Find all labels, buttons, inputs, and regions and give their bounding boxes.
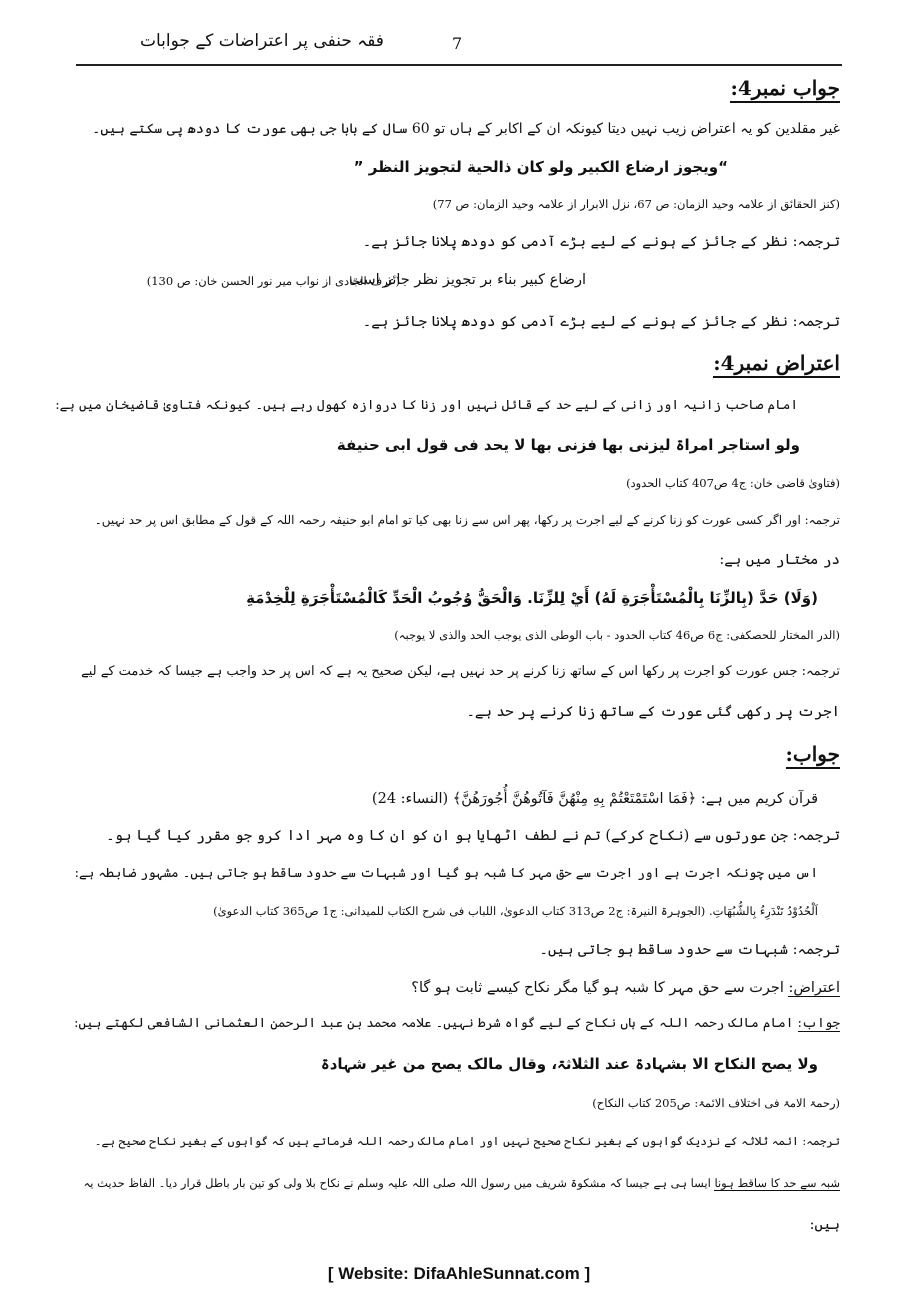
arabic-quote: (وَلَا) حَدَّ (بِالزِّنَا بِالْمُسْتَأْجَرَةِ لَهُ) أَيْ لِلزِّنَا. وَالْحَقُّ وُجُوبُ الْحَدِّ كَالْمُسْتَأْجَرَةِ لِلْخِدْمَةِ [246,589,818,607]
reference: (کنز الحقائق از علامہ وحید الزمان: ص 67، نزل الابرار از علامہ وحید الزمان: ص 77) [432,197,840,211]
heading-objection-4: اعتراض نمبر4: [713,351,840,376]
arabic-quote: “ویجوز ارضاع الکبیر ولو کان ذالحیة لتجویز النظر ” [353,158,728,176]
translation: ترجمہ: جن عورتوں سے (نکاح کرکے) تم نے لطف اٹھایا ہو ان کو ان کا وہ مہر ادا کرو جو مقرر کیا گیا ہو۔ [106,828,840,844]
answer-label: جواب: [797,1016,840,1031]
text-line: در مختار میں ہے: [719,552,840,568]
answer-line: جواب: امام مالک رحمہ اللہ کے ہاں نکاح کے لیے گواہ شرط نہیں۔ علامہ محمد بن عبد الرحمن العثمانی الشافعی لکھتے ہیں: [74,1016,840,1031]
website-footer: [ Website: DifaAhleSunnat.com ] [327,1264,591,1283]
reference: (فتاویٰ قاضی خان: ج4 ص407 کتاب الحدود) [626,476,840,490]
quran-verse: قرآن کریم میں ہے: ﴿فَمَا اسْتَمْتَعْتُمْ بِهِ مِنْهُنَّ فَآتُوهُنَّ أُجُورَهُنَّ﴾ (النساء: 24) [371,791,818,807]
header-divider [76,64,842,66]
reference: (الدر المختار للحصکفی: ج6 ص46 کتاب الحدود - باب الوطی الذی یوجب الحد والذی لا یوجبہ) [394,628,840,642]
translation: اجرت پر رکھی گئی عورت کے ساتھ زنا کرنے پر حد ہے۔ [466,704,840,720]
persian-quote: ارضاع کبیر بناء بر تجویز نظر جائز است [349,272,586,288]
translation: ترجمہ: اور اگر کسی عورت کو زنا کرنے کے لیے اجرت پر رکھا، پھر اس سے زنا بھی کیا تو امام ابو حنیفہ رحمہ اللہ کے قول کے مطابق اس پر حد نہیں۔ [94,513,840,527]
text-line: غیر مقلدین کو یہ اعتراض زیب نہیں دیتا کیونکہ ان کے اکابر کے ہاں تو 60 سال کے بابا جی بھی عورت کا دودھ پی سکتے ہیں۔ [92,121,840,137]
translation: ترجمہ: نظر کے جائز کے ہونے کے لیے بڑے آدمی کو دودھ پلانا جائز ہے۔ [362,314,840,330]
heading-answer-4: جواب نمبر4: [730,76,840,101]
text-line: امام صاحب زانیہ اور زانی کے لیے حد کے قائل نہیں اور زنا کا دروازہ کھول رہے ہیں۔ کیونکہ فتاویٰ قاضیخان میں ہے: [55,398,798,413]
reference: (عرف الجادی از نواب میر نور الحسن خان: ص 130) [146,274,400,288]
text-line: اس میں چونکہ اجرت ہے اور اجرت سے حق مہر کا شبہ ہو گیا اور شبہات سے حدود ساقط ہو جاتی ہیں۔ مشہور ضابطہ ہے: [74,866,818,881]
maxim-reference: اَلْحُدُوْدُ تَنْدَرِءُ بِالشُّبُهَاتِ. (الجوہرۃ النیرۃ: ج2 ص313 کتاب الدعویٰ، اللباب فی شرح الکتاب للمیدانی: ج1 ص365 کتاب الدعویٰ) [213,904,818,918]
translation: ترجمہ: ائمہ ثلاثہ کے نزدیک گواہوں کے بغیر نکاح صحیح نہیں اور امام مالک رحمہ اللہ فرماتے ہیں کہ گواہوں کے بغیر نکاح صحیح ہے۔ [94,1134,840,1148]
objection-line: اعتراض: اجرت سے حق مہر کا شبہ ہو گیا مگر نکاح کیسے ثابت ہو گا؟ [411,980,840,996]
page-number: 7 [452,34,463,53]
heading-answer: جواب: [786,742,840,767]
arabic-quote: ولا یصح النکاح الا بشہادۃ عند الثلاثۃ، وقال مالک یصح من غیر شہادۃ [320,1055,818,1073]
text-line: شبہ سے حد کا ساقط ہونا ایسا ہی ہے جیسا کہ مشکوۃ شریف میں رسول اللہ صلی اللہ علیہ وسلم نے نکاح بلا ولی کو تین بار باطل قرار دیا۔ الفاظ حدیث یہ [83,1176,840,1190]
header-title: فقہ حنفی پر اعتراضات کے جوابات [140,31,384,51]
translation: ترجمہ: نظر کے جائز کے ہونے کے لیے بڑے آدمی کو دودھ پلانا جائز ہے۔ [362,234,840,250]
reference: (رحمۃ الامۃ فی اختلاف الائمۃ: ص205 کتاب النکاح) [592,1096,840,1110]
arabic-quote: ولو استاجر امراۃ لیزنی بھا فزنی بھا لا یحد فی قول ابی حنیفة [336,436,800,454]
text-line: ہیں: [809,1217,840,1233]
objection-label: اعتراض: [788,980,840,996]
translation: ترجمہ: شبہات سے حدود ساقط ہو جاتی ہیں۔ [539,942,840,958]
translation: ترجمہ: جس عورت کو اجرت پر رکھا اس کے ساتھ زنا کرنے پر حد نہیں ہے، لیکن صحیح یہ ہے کہ اس پر حد واجب ہے جیسا کہ خدمت کے لیے [81,664,840,679]
